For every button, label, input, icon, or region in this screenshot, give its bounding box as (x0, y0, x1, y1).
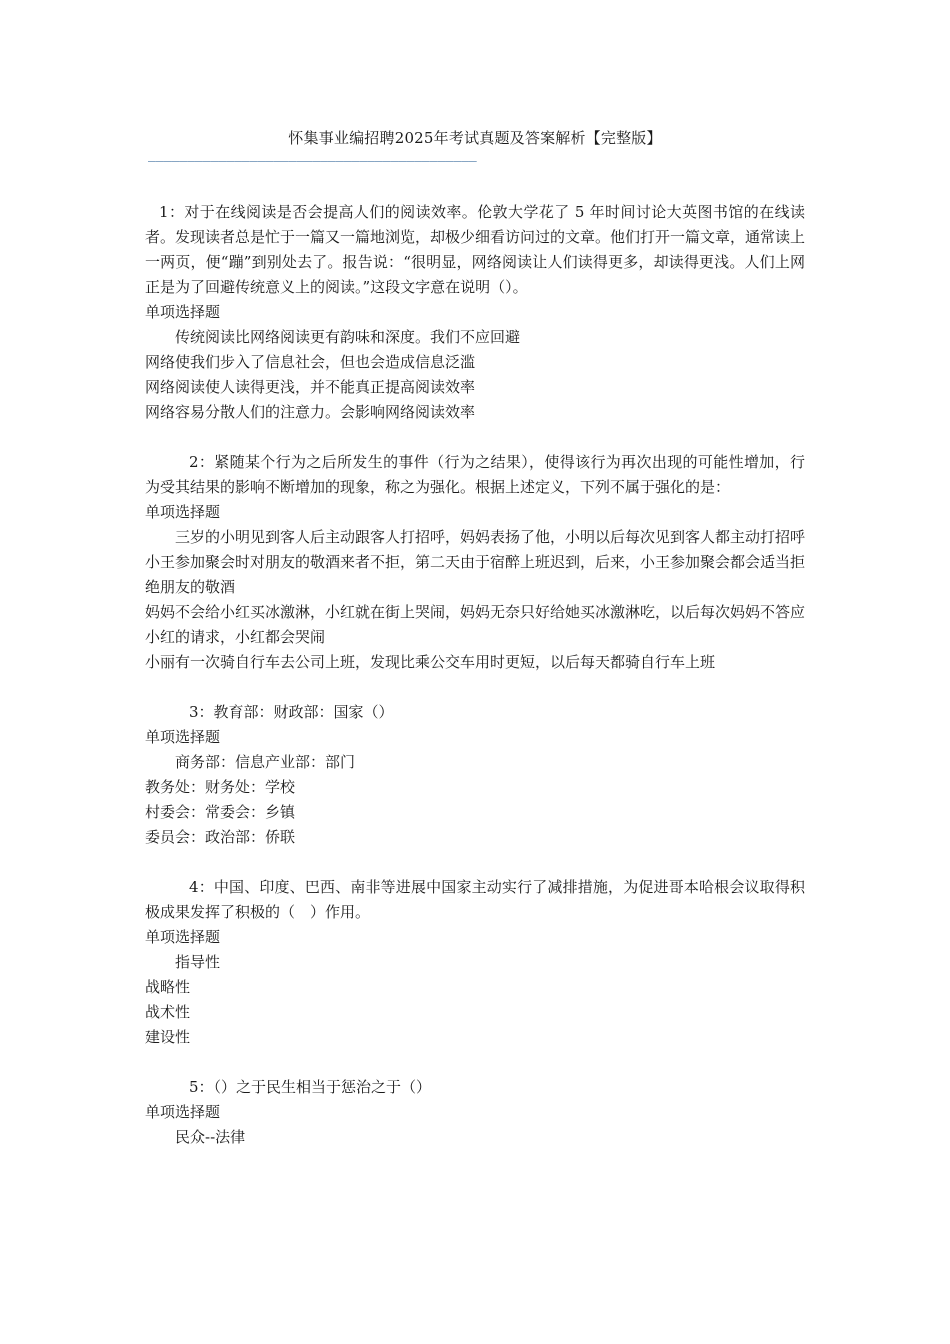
question-stem: 1：对于在线阅读是否会提高人们的阅读效率。伦敦大学花了 5 年时间讨论大英图书馆的在线读者。发现读者总是忙于一篇又一篇地浏览，却极少细看访问过的文章。他们打开一篇文章，通常读上一两页，便“蹦”到别处去了。报告说：“很明显，网络阅读让人们读得更多，却读得更浅。人们上网正是为了回避传统意义上的阅读。”这段文字意在说明（）。 (145, 203, 806, 296)
option: 小丽有一次骑自行车去公司上班，发现比乘公交车用时更短，以后每天都骑自行车上班 (145, 653, 716, 671)
option: 网络容易分散人们的注意力。会影响网络阅读效率 (145, 403, 476, 421)
question-stem: 2：紧随某个行为之后所发生的事件（行为之结果），使得该行为再次出现的可能性增加，行为受其结果的影响不断增加的现象，称之为强化。根据上述定义，下列不属于强化的是： (145, 453, 805, 496)
option: 委员会：政治部：侨联 (145, 828, 296, 846)
question-1 (145, 200, 805, 425)
question-stem: 3：教育部：财政部：国家（） (189, 703, 394, 721)
question-type: 单项选择题 (145, 1103, 221, 1121)
question-type: 单项选择题 (145, 503, 221, 521)
option: 指导性 (175, 953, 221, 971)
option: 教务处：财务处：学校 (145, 778, 296, 796)
option: 妈妈不会给小红买冰激淋，小红就在街上哭闹，妈妈无奈只好给她买冰激淋吃，以后每次妈妈不答应小红的请求，小红都会哭闹 (145, 603, 806, 646)
option: 网络使我们步入了信息社会，但也会造成信息泛滥 (145, 353, 476, 371)
option: 商务部：信息产业部：部门 (175, 753, 356, 771)
question-type: 单项选择题 (145, 303, 221, 321)
option: 民众--法律 (175, 1128, 246, 1146)
question-2 (145, 450, 805, 675)
option: 三岁的小明见到客人后主动跟客人打招呼，妈妈表扬了他，小明以后每次见到客人都主动打招呼 (175, 528, 806, 546)
option: 网络阅读使人读得更浅，并不能真正提高阅读效率 (145, 378, 476, 396)
option: 战略性 (145, 978, 191, 996)
question-stem: 4：中国、印度、巴西、南非等进展中国家主动实行了减排措施，为促进哥本哈根会议取得积极成果发挥了积极的（ ）作用。 (145, 878, 805, 921)
title-divider: —————————————————————————————————————————— (148, 154, 477, 169)
question-4 (145, 875, 805, 1050)
option: 建设性 (145, 1028, 191, 1046)
question-5 (145, 1075, 805, 1150)
option: 传统阅读比网络阅读更有韵味和深度。我们不应回避 (175, 328, 521, 346)
question-3 (145, 700, 805, 850)
question-type: 单项选择题 (145, 928, 221, 946)
question-list (145, 200, 805, 1175)
question-type: 单项选择题 (145, 728, 221, 746)
option: 小王参加聚会时对朋友的敬酒来者不拒，第二天由于宿醉上班迟到，后来，小王参加聚会都会适当拒绝朋友的敬酒 (145, 553, 806, 596)
question-stem: 5：（）之于民生相当于惩治之于（） (189, 1078, 432, 1096)
option: 战术性 (145, 1003, 191, 1021)
option: 村委会：常委会：乡镇 (145, 803, 296, 821)
document-title: 怀集事业编招聘2025年考试真题及答案解析【完整版】 (288, 129, 662, 147)
